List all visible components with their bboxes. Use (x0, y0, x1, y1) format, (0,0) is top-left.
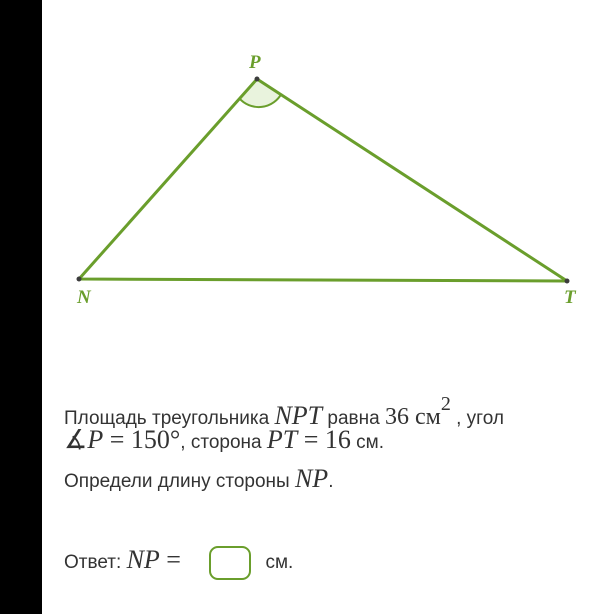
triangle-name: NPT (274, 401, 323, 430)
vertex-p-dot (255, 77, 260, 82)
area-exponent: 2 (440, 393, 451, 415)
answer-variable: NP (126, 545, 160, 574)
vertex-label-t: T (564, 287, 576, 308)
side-variable: PT (266, 425, 298, 454)
side-unit: см. (350, 432, 385, 453)
side-value: 16 (324, 425, 351, 454)
angle-value: 150° (130, 425, 181, 454)
question-variable: NP (294, 464, 329, 493)
triangle-npt (79, 79, 567, 281)
angle-intro-text: , угол (450, 408, 504, 429)
answer-equals: = (159, 545, 188, 574)
problem-line-2 (64, 425, 385, 455)
answer-row (64, 543, 293, 580)
equals-text: равна (322, 408, 385, 429)
angle-equals: = (103, 425, 131, 454)
question-text: Определи длину стороны (64, 471, 295, 492)
question-end: . (328, 471, 334, 492)
problem-line-3 (64, 464, 334, 494)
vertex-label-p: P (249, 52, 261, 73)
vertex-n-dot (77, 277, 82, 282)
side-intro-text: , сторона (180, 432, 267, 453)
answer-label: Ответ: (64, 552, 127, 573)
answer-unit: см. (265, 552, 294, 573)
vertex-t-dot (565, 279, 570, 284)
area-value: 36 см (385, 404, 441, 430)
answer-input[interactable] (209, 546, 251, 580)
vertex-label-n: N (77, 287, 91, 308)
angle-variable: P (87, 425, 104, 454)
angle-symbol: ∡ (64, 425, 88, 454)
side-equals: = (297, 425, 325, 454)
area-intro-text: Площадь треугольника (64, 408, 275, 429)
